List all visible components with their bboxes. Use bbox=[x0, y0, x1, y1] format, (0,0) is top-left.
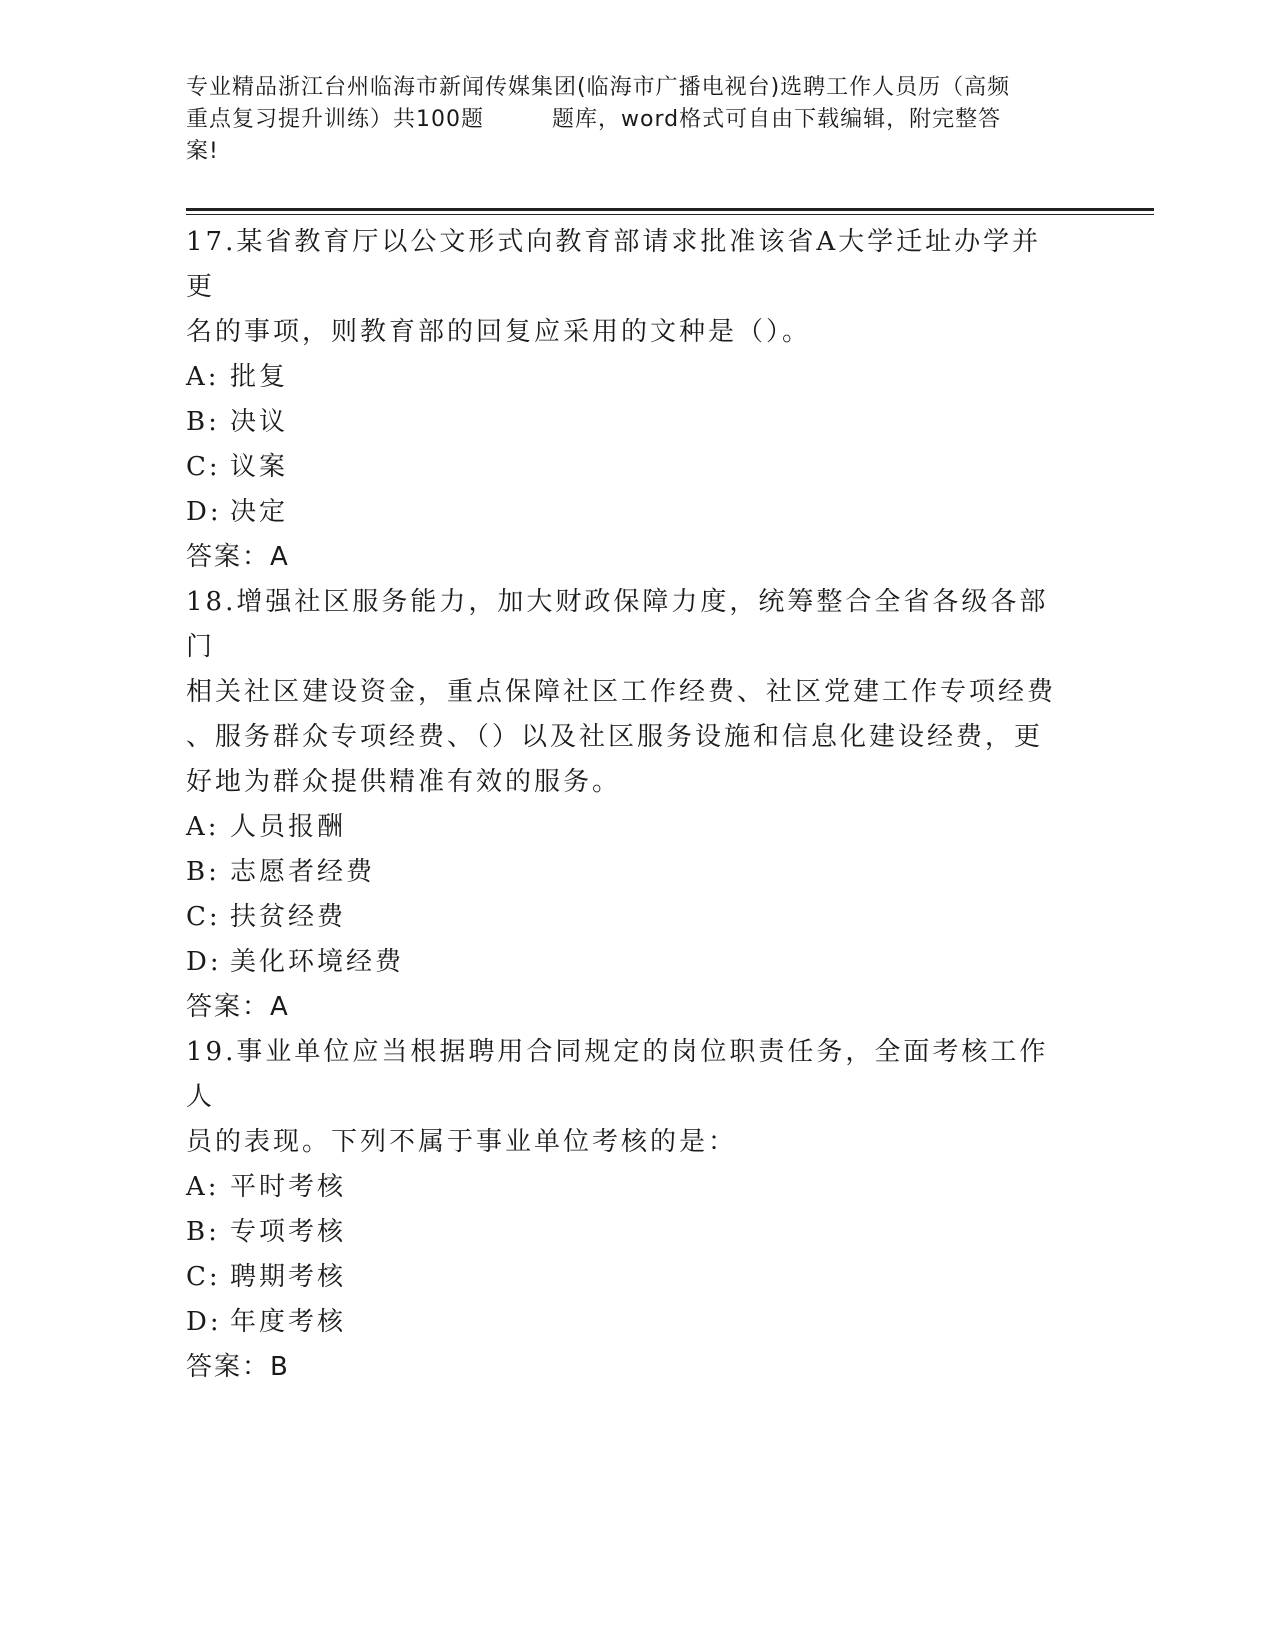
option-a bbox=[186, 355, 1066, 400]
option-key: A: bbox=[186, 812, 220, 842]
option-b bbox=[186, 850, 1066, 895]
option-text: 人员报酬 bbox=[230, 812, 347, 842]
answer-line: 答案：A bbox=[186, 542, 290, 572]
option-key: B: bbox=[186, 857, 220, 887]
question-text-line: 名的事项，则教育部的回复应采用的文种是（）。 bbox=[186, 317, 812, 347]
header-line-2 bbox=[186, 104, 1086, 136]
option-d bbox=[186, 940, 1066, 985]
option-c bbox=[186, 895, 1066, 940]
option-d bbox=[186, 490, 1066, 535]
option-text: 平时考核 bbox=[230, 1172, 347, 1202]
option-key: C: bbox=[186, 902, 221, 932]
option-key: B: bbox=[186, 407, 220, 437]
question-text-line: 员的表现。下列不属于事业单位考核的是： bbox=[186, 1127, 738, 1157]
option-key: D: bbox=[186, 497, 222, 527]
option-key: C: bbox=[186, 452, 221, 482]
header-line-2-part-1: 重点复习提升训练）共100题 bbox=[186, 107, 484, 132]
header-line-2-part-2: 题库，word格式可自由下载编辑，附完整答 bbox=[552, 107, 1002, 132]
option-text: 议案 bbox=[230, 452, 289, 482]
option-b bbox=[186, 1210, 1066, 1255]
option-text: 扶贫经费 bbox=[230, 902, 347, 932]
option-a bbox=[186, 805, 1066, 850]
option-text: 决议 bbox=[230, 407, 289, 437]
option-key: A: bbox=[186, 362, 220, 392]
header-line-1: 专业精品浙江台州临海市新闻传媒集团(临海市广播电视台)选聘工作人员历（高频 bbox=[186, 75, 1011, 100]
question-text-line: 19.事业单位应当根据聘用合同规定的岗位职责任务，全面考核工作人 bbox=[186, 1037, 1049, 1112]
option-text: 聘期考核 bbox=[230, 1262, 347, 1292]
question-19 bbox=[186, 1030, 1066, 1390]
option-text: 专项考核 bbox=[230, 1217, 347, 1247]
option-d bbox=[186, 1300, 1066, 1345]
question-text-line: 好地为群众提供精准有效的服务。 bbox=[186, 767, 622, 797]
answer-line: 答案：B bbox=[186, 1352, 290, 1382]
option-text: 志愿者经费 bbox=[230, 857, 376, 887]
option-key: D: bbox=[186, 947, 222, 977]
question-text-line: 17.某省教育厅以公文形式向教育部请求批准该省A大学迁址办学并更 bbox=[186, 227, 1042, 302]
option-key: D: bbox=[186, 1307, 222, 1337]
option-c bbox=[186, 445, 1066, 490]
option-b bbox=[186, 400, 1066, 445]
option-text: 决定 bbox=[230, 497, 289, 527]
option-text: 年度考核 bbox=[230, 1307, 347, 1337]
question-18 bbox=[186, 580, 1066, 1030]
document-header bbox=[186, 72, 1086, 168]
option-text: 批复 bbox=[230, 362, 289, 392]
option-key: B: bbox=[186, 1217, 220, 1247]
answer-line: 答案：A bbox=[186, 992, 290, 1022]
option-text: 美化环境经费 bbox=[230, 947, 405, 977]
option-a bbox=[186, 1165, 1066, 1210]
question-17 bbox=[186, 220, 1066, 580]
option-key: C: bbox=[186, 1262, 221, 1292]
question-text-line: 相关社区建设资金，重点保障社区工作经费、社区党建工作专项经费 bbox=[186, 677, 1057, 707]
header-divider-thick bbox=[186, 208, 1154, 211]
question-text-line: 18.增强社区服务能力，加大财政保障力度，统筹整合全省各级各部门 bbox=[186, 587, 1049, 662]
option-c bbox=[186, 1255, 1066, 1300]
option-key: A: bbox=[186, 1172, 220, 1202]
header-divider-thin bbox=[186, 214, 1154, 215]
question-text-line: 、服务群众专项经费、（）以及社区服务设施和信息化建设经费，更 bbox=[186, 722, 1044, 752]
header-line-3: 案! bbox=[186, 139, 219, 164]
